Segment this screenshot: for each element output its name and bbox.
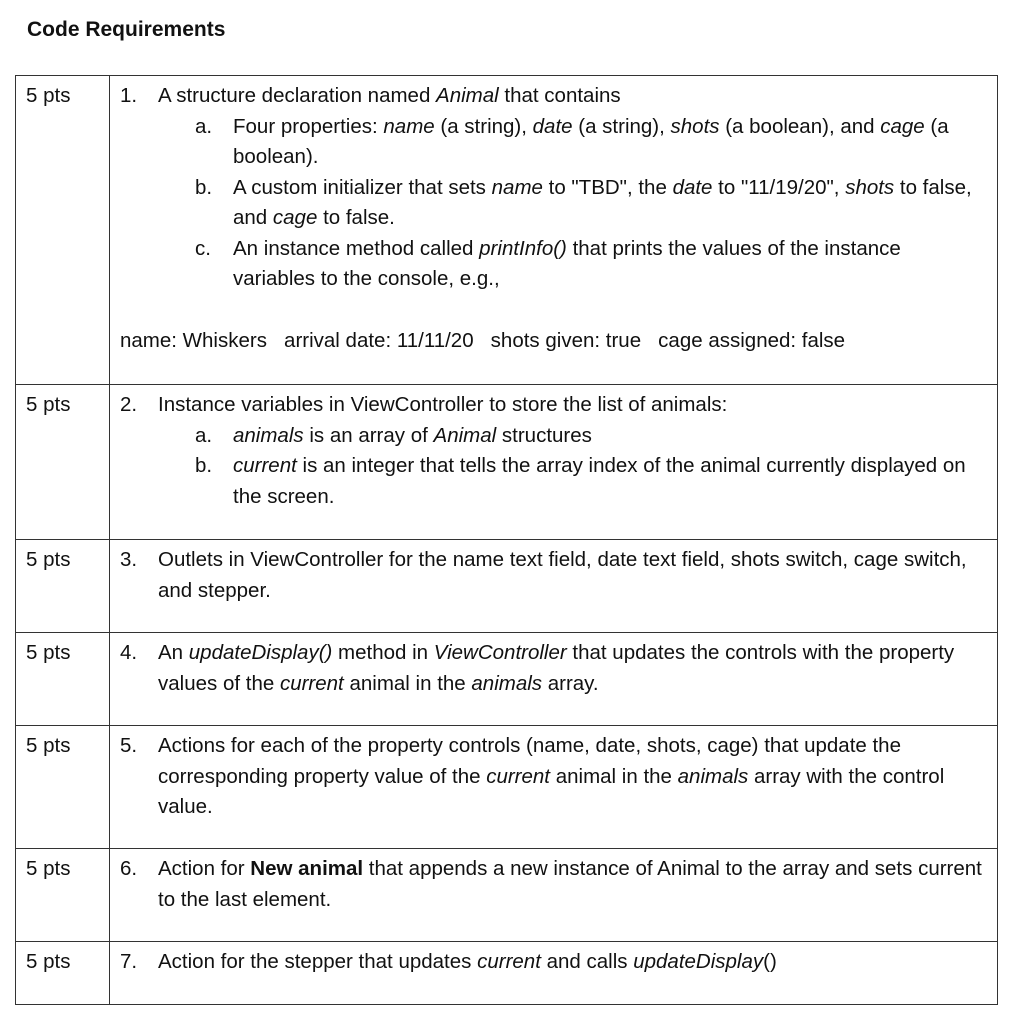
requirement-row: [16, 942, 998, 1005]
requirement-description: [110, 76, 998, 385]
sub-item-text: A custom initializer that sets name to "TBD", the date to "11/19/20", shots to false, and cage to false.: [233, 175, 972, 229]
sub-item-text: An instance method called printInfo() that prints the values of the instance variables to the console, e.g.,: [233, 236, 901, 290]
requirement-row: [16, 726, 998, 849]
points-cell: 5 pts: [16, 942, 110, 1005]
sub-item-text: Four properties: name (a string), date (a string), shots (a boolean), and cage (a boolean).: [233, 114, 949, 168]
requirement-row: [16, 633, 998, 726]
item-number: 2.: [120, 393, 138, 416]
sub-item: [120, 173, 987, 234]
requirement-description: [110, 633, 998, 726]
requirements-table: [15, 75, 998, 1005]
page-title: Code Requirements: [27, 18, 226, 41]
item-number: 6.: [120, 857, 138, 880]
sub-item-letter: a.: [195, 423, 213, 447]
item-text: An updateDisplay() method in ViewController that updates the controls with the property values of the current animal in the animals array.: [158, 641, 955, 695]
sub-item: [120, 421, 987, 452]
points-cell: 5 pts: [16, 849, 110, 942]
requirement-description: [110, 849, 998, 942]
requirement-description: [110, 540, 998, 633]
item-number: 7.: [120, 950, 138, 973]
console-output-example: name: Whiskers arrival date: 11/11/20 shots given: true cage assigned: false: [120, 328, 846, 352]
item-number: 3.: [120, 548, 138, 571]
item-number: 5.: [120, 734, 138, 757]
points-cell: 5 pts: [16, 726, 110, 849]
requirement-row: [16, 849, 998, 942]
item-number: 1.: [120, 84, 138, 107]
item-text: Instance variables in ViewController to store the list of animals:: [158, 393, 728, 416]
points-cell: 5 pts: [16, 76, 110, 385]
requirement-row: [16, 76, 998, 385]
sub-item-letter: c.: [195, 236, 211, 260]
item-text: A structure declaration named Animal that contains: [158, 84, 621, 107]
sub-item: [120, 451, 987, 512]
sub-item-letter: b.: [195, 175, 213, 199]
item-text: Action for the stepper that updates current and calls updateDisplay(): [158, 950, 777, 973]
points-cell: 5 pts: [16, 540, 110, 633]
item-text: Action for New animal that appends a new instance of Animal to the array and sets current to the last element.: [158, 857, 982, 911]
points-cell: 5 pts: [16, 385, 110, 540]
item-text: Outlets in ViewController for the name text field, date text field, shots switch, cage switch, and stepper.: [158, 548, 967, 602]
requirement-row: [16, 540, 998, 633]
sub-item-text: current is an integer that tells the array index of the animal currently displayed on the screen.: [233, 454, 966, 508]
requirement-description: [110, 726, 998, 849]
sub-item: [120, 234, 987, 295]
points-cell: 5 pts: [16, 633, 110, 726]
sub-item-letter: b.: [195, 454, 213, 477]
requirement-description: [110, 942, 998, 1005]
sub-item-letter: a.: [195, 114, 213, 138]
requirement-row: [16, 385, 998, 540]
item-text: Actions for each of the property controls (name, date, shots, cage) that update the corresponding property value of the current animal in the animals array with the control value.: [158, 734, 945, 818]
requirement-description: [110, 385, 998, 540]
sub-item-text: animals is an array of Animal structures: [233, 423, 592, 447]
item-number: 4.: [120, 641, 138, 664]
sub-item: [120, 112, 987, 173]
